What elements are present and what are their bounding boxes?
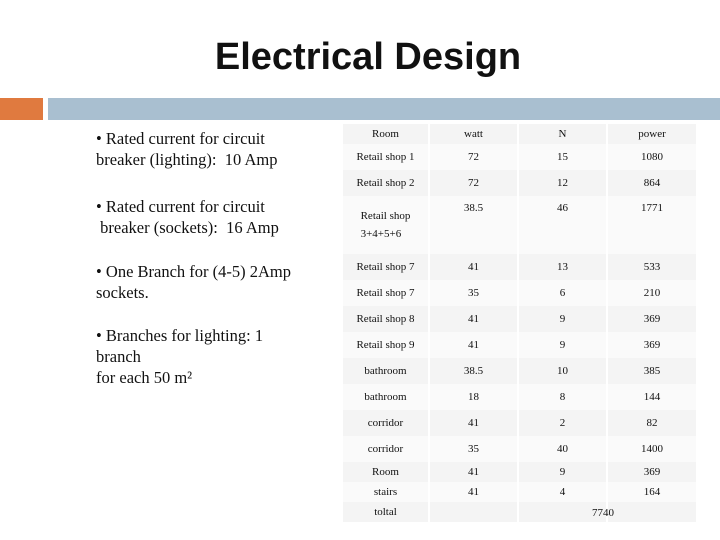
cell-power: 164 [607,482,696,502]
table-row [343,144,696,170]
cell-n: 15 [518,144,607,170]
cell-room: corridor [367,443,404,455]
cell-power: 369 [607,306,696,332]
cell-power: 1400 [607,436,696,462]
header-room: Room [372,128,399,140]
load-table [343,124,696,522]
cell-room: bathroom [364,365,407,377]
cell-watt: 72 [429,170,518,196]
cell-n: 9 [518,306,607,332]
cell-n: 2 [518,410,607,436]
cell-n: 9 [518,332,607,358]
cell-room: stairs [373,486,398,498]
table-row [343,436,696,462]
cell-room: toltal [374,506,397,518]
table-row-total [343,502,696,522]
cell-power: 369 [607,332,696,358]
cell-watt: 35 [429,436,518,462]
table-row [343,254,696,280]
cell-power: 1771 [607,196,696,254]
bullet-lighting-branches: • Branches for lighting: 1 branch for each 50 m² [96,326,264,387]
header-n: N [518,124,607,144]
bullet-lighting-breaker: • Rated current for circuit breaker (lighting): 10 Amp [96,129,278,169]
cell-n: 12 [518,170,607,196]
cell-n: 13 [518,254,607,280]
cell-watt [429,502,518,522]
header-power: power [607,124,696,144]
header-watt: watt [429,124,518,144]
table-row [343,410,696,436]
accent-bar-blue [48,98,720,120]
cell-room: bathroom [364,391,407,403]
cell-power: 385 [607,358,696,384]
table-row [343,196,696,254]
cell-n: 4 [518,482,607,502]
total-power-value: 7740 [592,507,614,519]
cell-room-sub: 3+4+5+6 [360,228,402,240]
table-row [343,280,696,306]
table-row [343,332,696,358]
cell-room: Retail shop 1 [356,151,415,163]
cell-power: 144 [607,384,696,410]
slide-title: Electrical Design [214,36,522,78]
accent-bar-orange [0,98,43,120]
cell-watt: 41 [429,462,518,482]
cell-n: 9 [518,462,607,482]
cell-room: Retail shop 7 [356,261,415,273]
cell-power: 864 [607,170,696,196]
table-row [343,462,696,482]
table-row [343,170,696,196]
cell-power: 1080 [607,144,696,170]
cell-watt: 41 [429,482,518,502]
cell-room: Retail shop 2 [356,177,415,189]
cell-room-name: Retail shop [360,210,411,222]
cell-power [607,502,696,522]
cell-watt: 38.5 [429,196,518,254]
cell-watt: 35 [429,280,518,306]
cell-watt: 41 [429,254,518,280]
cell-n: 40 [518,436,607,462]
cell-watt: 41 [429,332,518,358]
table-row [343,358,696,384]
cell-n: 10 [518,358,607,384]
cell-power: 82 [607,410,696,436]
cell-watt: 38.5 [429,358,518,384]
cell-room: Room [372,466,399,478]
cell-room: Retail shop 9 [356,339,415,351]
bullet-socket-breaker: • Rated current for circuit breaker (sockets): 16 Amp [96,197,279,237]
cell-room: corridor [367,417,404,429]
table-row [343,384,696,410]
cell-power: 369 [607,462,696,482]
table-header-row [343,124,696,144]
cell-watt: 18 [429,384,518,410]
table-row [343,306,696,332]
cell-watt: 72 [429,144,518,170]
cell-watt: 41 [429,410,518,436]
cell-watt: 41 [429,306,518,332]
cell-n: 6 [518,280,607,306]
cell-room: Retail shop 7 [356,287,415,299]
cell-n: 46 [518,196,607,254]
cell-room [343,196,429,254]
cell-room: Retail shop 8 [356,313,415,325]
cell-power: 533 [607,254,696,280]
cell-power: 210 [607,280,696,306]
cell-n: 8 [518,384,607,410]
table-row [343,482,696,502]
bullet-socket-branch: • One Branch for (4-5) 2Amp sockets. [96,262,292,302]
